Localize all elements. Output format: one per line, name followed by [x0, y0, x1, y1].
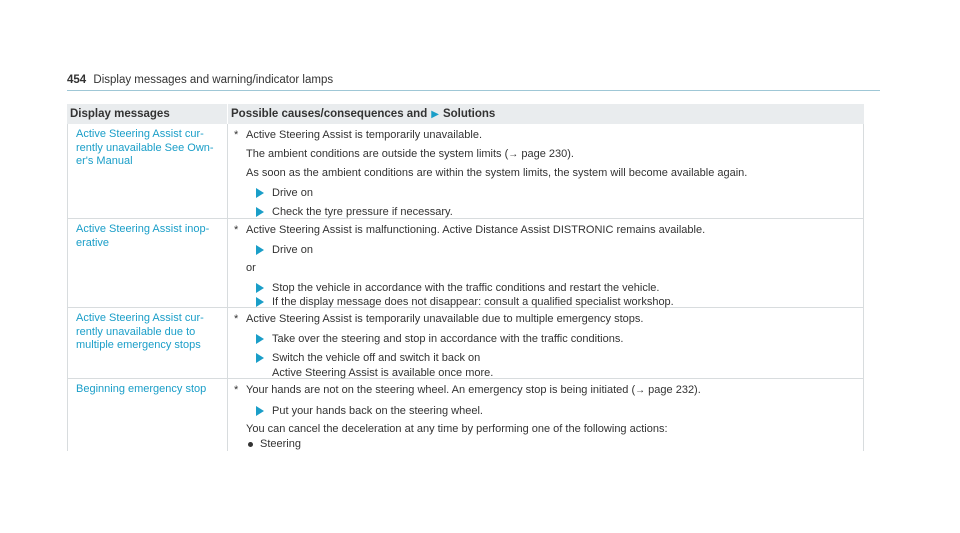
- asterisk-mark: *: [234, 384, 239, 396]
- table-row: [67, 308, 864, 379]
- table-row: [67, 124, 864, 219]
- cause-solution-cell: [227, 124, 863, 218]
- table-row: [67, 379, 864, 451]
- step-text: Stop the vehicle in accordance with the traffic conditions and restart the vehicle.: [272, 281, 660, 294]
- blue-triangle-icon: [256, 245, 264, 255]
- asterisk-mark: *: [234, 224, 239, 236]
- blue-triangle-icon: [256, 334, 264, 344]
- message-line: Active Steering Assist cur-: [76, 128, 204, 140]
- table-header: [67, 104, 864, 124]
- display-message: [68, 379, 227, 451]
- asterisk-mark: *: [234, 129, 239, 141]
- message-line: multiple emergency stops: [76, 339, 201, 351]
- cause-line: [234, 128, 857, 143]
- display-messages-table: [67, 104, 864, 451]
- solution-step: [246, 243, 857, 258]
- cause-line: [234, 383, 857, 399]
- step-result-text: Active Steering Assist is available once more.: [272, 366, 494, 379]
- step-text: Switch the vehicle off and switch it back on: [272, 352, 481, 364]
- solution-step: [246, 351, 857, 380]
- solution-step: [246, 205, 857, 220]
- solution-step: [246, 404, 857, 419]
- solution-step: [246, 186, 857, 201]
- message-line: Active Steering Assist cur-: [76, 312, 204, 324]
- blue-triangle-icon: [256, 297, 264, 307]
- cause-solution-cell: [227, 308, 863, 378]
- cause-text: Active Steering Assist is temporarily unavailable.: [246, 129, 482, 141]
- page-reference-arrow-icon: →: [635, 385, 646, 396]
- cause-line: [234, 223, 857, 238]
- blue-triangle-icon: [256, 207, 264, 217]
- page-number: 454: [67, 74, 87, 86]
- display-message: [68, 219, 227, 307]
- solution-step: [246, 332, 857, 347]
- step-text: If the display message does not disappear: consult a qualified specialist workshop.: [272, 296, 674, 308]
- page-section-title: Display messages and warning/indicator lamps: [93, 74, 334, 86]
- col-header-causes: [227, 104, 864, 124]
- page-reference-link[interactable]: page 230).: [518, 147, 574, 160]
- info-line: As soon as the ambient conditions are within the system limits, the system will become available again.: [246, 167, 748, 179]
- col-header-causes-label: Possible causes/consequences and: [231, 108, 428, 120]
- blue-triangle-icon: [256, 353, 264, 363]
- or-text: or: [246, 262, 256, 274]
- message-line: erative: [76, 236, 110, 249]
- info-text: The ambient conditions are outside the system limits (: [246, 147, 509, 160]
- cause-text: Your hands are not on the steering wheel. An emergency stop is being initiated (: [246, 384, 636, 396]
- step-text: Check the tyre pressure if necessary.: [272, 206, 453, 218]
- cause-line: [234, 312, 857, 327]
- page-header: [67, 73, 880, 87]
- list-item-text: Steering: [260, 437, 301, 450]
- cause-solution-cell: [227, 219, 863, 307]
- display-message: [68, 308, 227, 378]
- cause-text: Active Steering Assist is temporarily unavailable due to multiple emergency stops.: [246, 313, 644, 325]
- page-reference-arrow-icon: →: [508, 148, 519, 160]
- solution-step: [246, 281, 857, 296]
- step-text: Drive on: [272, 243, 313, 256]
- asterisk-mark: *: [234, 313, 239, 325]
- message-line: Beginning emergency stop: [76, 383, 207, 395]
- info-line: You can cancel the deceleration at any time by performing one of the following actions:: [246, 423, 668, 435]
- table-row: [67, 219, 864, 308]
- col-header-solutions-label: Solutions: [442, 108, 496, 120]
- solutions-arrow-icon: ▶: [431, 108, 439, 120]
- message-line: rently unavailable See Own-: [76, 141, 214, 154]
- bullet-dot-icon: [248, 442, 253, 447]
- message-line: rently unavailable due to: [76, 325, 196, 338]
- step-text: Drive on: [272, 186, 313, 199]
- header-rule: [67, 90, 880, 91]
- solution-step: [246, 295, 857, 310]
- list-item: [246, 437, 857, 452]
- message-line: Active Steering Assist inop-: [76, 223, 210, 235]
- message-line: er's Manual: [76, 155, 133, 167]
- info-line: [246, 147, 857, 163]
- cause-solution-cell: [227, 379, 863, 451]
- cause-text: Active Steering Assist is malfunctioning. Active Distance Assist DISTRONIC remains available.: [246, 224, 706, 236]
- blue-triangle-icon: [256, 406, 264, 416]
- blue-triangle-icon: [256, 283, 264, 293]
- col-header-display-messages: Display messages: [70, 108, 170, 120]
- step-text: Take over the steering and stop in accordance with the traffic conditions.: [272, 332, 624, 345]
- step-text: Put your hands back on the steering wheel.: [272, 404, 483, 417]
- display-message: [68, 124, 227, 218]
- page-reference-link[interactable]: page 232).: [645, 384, 701, 396]
- blue-triangle-icon: [256, 188, 264, 198]
